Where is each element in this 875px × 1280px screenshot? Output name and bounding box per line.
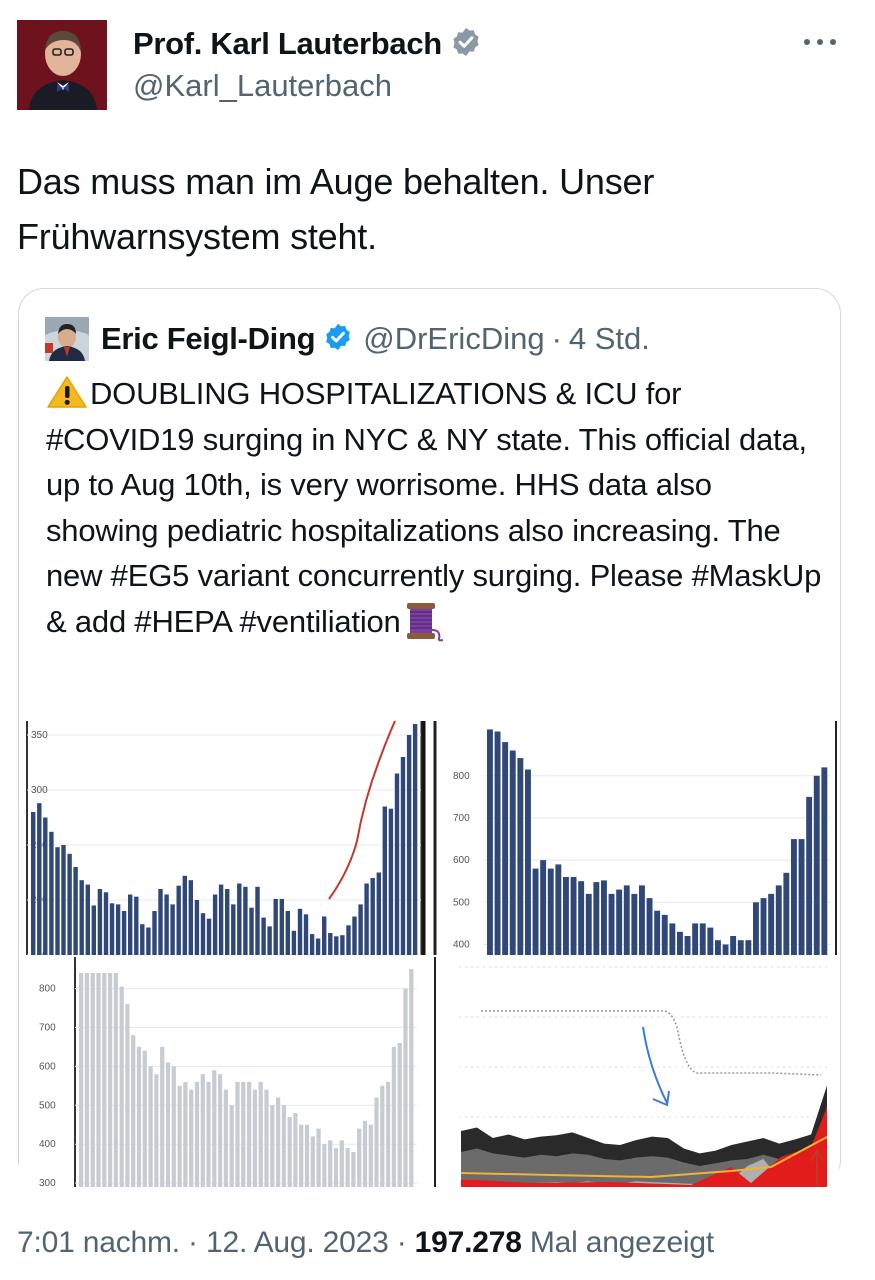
chart-bar [218, 1074, 222, 1187]
grey-bar-chart [19, 957, 426, 1190]
chart-bar [270, 1105, 274, 1187]
chart-bar [374, 1098, 378, 1188]
chart-tick-label: 400 [453, 939, 470, 951]
chart-bar [334, 936, 338, 955]
chart-bar [235, 1082, 239, 1187]
chart-bar [738, 940, 744, 955]
separator-dot: · [551, 321, 562, 356]
media-divider-vertical [426, 721, 431, 1187]
chart-tick-label: 300 [39, 1178, 56, 1190]
chart-bar [317, 1129, 321, 1187]
chart-bar [114, 973, 118, 1187]
chart-bar [707, 928, 713, 955]
chart-bar [79, 973, 83, 1187]
chart-tick-label: 400 [39, 1139, 56, 1151]
chart-bar [172, 1066, 176, 1187]
chart-bar [571, 877, 577, 955]
chart-bar [328, 933, 332, 955]
chart-bar [164, 895, 168, 956]
views-label: Mal angezeigt [529, 1226, 715, 1259]
chart-tick-label: 600 [39, 1061, 56, 1073]
author-block [133, 24, 482, 104]
chart-panel-top-left[interactable] [19, 721, 426, 955]
chart-bar [371, 878, 375, 955]
chart-bar [700, 923, 706, 955]
chart-bar [334, 1148, 338, 1187]
chart-bar [395, 774, 399, 956]
quote-verified-badge-icon [323, 322, 353, 357]
chart-bar [274, 899, 278, 955]
chart-bar [160, 1047, 164, 1187]
chart-bar [264, 1090, 268, 1187]
warning-icon [46, 375, 88, 409]
chart-bar [92, 906, 96, 956]
chart-bar [231, 904, 235, 955]
chart-bar [61, 845, 65, 955]
hospitalizations-bar-chart [19, 721, 426, 955]
chart-bar [383, 807, 387, 956]
chart-bar [730, 936, 736, 955]
chart-bar [662, 915, 668, 955]
chart-bar [413, 724, 417, 955]
quote-author-avatar[interactable] [45, 317, 89, 361]
tweet-metadata [17, 1226, 714, 1260]
chart-bar [364, 884, 368, 956]
chart-bar [723, 945, 729, 956]
chart-bar [328, 1140, 332, 1187]
chart-bar [259, 1082, 263, 1187]
chart-bar [213, 895, 217, 956]
chart-bar [255, 887, 259, 955]
chart-bar [166, 1063, 170, 1188]
chart-bar [654, 911, 660, 955]
chart-bar [143, 1051, 147, 1187]
quoted-tweet[interactable] [18, 288, 841, 1190]
chart-bar [609, 894, 615, 955]
chart-bar [292, 931, 296, 955]
chart-bar [357, 1129, 361, 1187]
chart-tick-label: 500 [453, 897, 470, 909]
chart-tick-label: 500 [39, 1100, 56, 1112]
chart-bar [677, 932, 683, 955]
chart-bar [243, 887, 247, 955]
chart-bar [616, 890, 622, 955]
chart-bar [298, 909, 302, 955]
chart-bar [116, 904, 120, 955]
icu-bar-chart [431, 721, 839, 955]
chart-bar [219, 885, 223, 955]
chart-bar [495, 732, 501, 956]
chart-bar [304, 914, 308, 955]
chart-bar [593, 882, 599, 955]
media-divider-horizontal [19, 955, 839, 957]
chart-bar [322, 917, 326, 956]
chart-bar [311, 1136, 315, 1187]
chart-bar [189, 1090, 193, 1187]
chart-bar [128, 895, 132, 956]
quote-media-grid[interactable] [19, 721, 839, 1190]
chart-tick-label: 350 [31, 730, 48, 741]
chart-bar [125, 1004, 129, 1187]
chart-bar [346, 925, 350, 955]
chart-bar [578, 881, 584, 955]
separator-dot: · [396, 1226, 407, 1259]
chart-bar [806, 797, 812, 955]
chart-bar [224, 1090, 228, 1187]
quote-author-name[interactable]: Eric Feigl-Ding [101, 321, 316, 356]
chart-bar [685, 936, 691, 955]
chart-bar [380, 1086, 384, 1187]
chart-bar [369, 1125, 373, 1187]
chart-bar [282, 1105, 286, 1187]
chart-bar [140, 924, 144, 955]
chart-bar [525, 770, 531, 956]
chart-bar [253, 1090, 257, 1187]
chart-bar [563, 877, 569, 955]
chart-bar [386, 1082, 390, 1187]
chart-bar [86, 885, 90, 955]
chart-tick-label: 700 [453, 812, 470, 824]
chart-bar [31, 812, 35, 955]
chart-bar [346, 1148, 350, 1187]
stacked-area-chart [431, 957, 839, 1187]
chart-bar [322, 1144, 326, 1187]
author-handle[interactable]: @Karl_Lauterbach [133, 68, 392, 103]
quote-text [46, 371, 826, 644]
chart-bar [158, 889, 162, 955]
annotation-arrowhead [653, 1091, 669, 1105]
chart-bar [120, 987, 124, 1187]
separator-dot: · [188, 1226, 198, 1259]
chart-bar [152, 911, 156, 955]
chart-bar [288, 1117, 292, 1187]
annotation-arrow [643, 1027, 667, 1103]
chart-bar [55, 847, 59, 955]
views-count[interactable]: 197.278 [414, 1226, 522, 1259]
chart-bar [377, 873, 381, 956]
chart-bar [183, 1082, 187, 1187]
chart-bar [154, 1074, 158, 1187]
chart-bar [177, 886, 181, 955]
chart-bar [201, 1074, 205, 1187]
thread-spool-icon [403, 600, 445, 642]
chart-bar [102, 973, 106, 1187]
chart-bar [195, 1082, 199, 1187]
chart-bar [540, 860, 546, 955]
chart-bar [146, 928, 150, 956]
chart-bar [407, 735, 411, 955]
chart-bar [533, 869, 539, 955]
chart-bar [80, 880, 84, 955]
chart-bar [299, 1125, 303, 1187]
chart-bar [363, 1121, 367, 1187]
chart-bar [624, 885, 630, 955]
tweet-text: Das muss man im Auge behalten. Unser Frühwarnsystem steht. [17, 161, 655, 257]
chart-bar [178, 1086, 182, 1187]
chart-panel-top-right[interactable] [431, 721, 839, 955]
chart-bar [821, 767, 827, 955]
chart-bar [389, 809, 393, 955]
chart-bar [286, 911, 290, 955]
chart-bar [293, 1113, 297, 1187]
chart-bar [98, 889, 102, 955]
chart-bar [225, 889, 229, 955]
chart-bar [230, 1105, 234, 1187]
chart-bar [715, 940, 721, 955]
chart-bar [398, 1043, 402, 1187]
chart-bar [761, 898, 767, 955]
chart-bar [276, 1098, 280, 1188]
chart-bar [517, 758, 523, 955]
chart-tick-label: 800 [453, 770, 470, 782]
chart-bar [745, 940, 751, 955]
chart-panel-bottom-right[interactable] [431, 957, 839, 1187]
chart-bar [280, 899, 284, 955]
chart-bar [37, 803, 41, 955]
chart-bar [639, 885, 645, 955]
chart-bar [340, 935, 344, 955]
chart-bar [170, 904, 174, 955]
tweet-time[interactable]: 7:01 nachm. [17, 1226, 180, 1259]
verified-badge-icon [450, 26, 482, 63]
author-avatar[interactable] [17, 20, 107, 110]
chart-bar [814, 776, 820, 955]
chart-bar [43, 818, 47, 956]
chart-bar [267, 926, 271, 955]
chart-bar [305, 1125, 309, 1187]
chart-bar [669, 923, 675, 955]
chart-tick-label: 700 [39, 1022, 56, 1034]
chart-bar [783, 873, 789, 955]
chart-bar [137, 1047, 141, 1187]
chart-bar [249, 908, 253, 955]
chart-bar [49, 832, 53, 955]
chart-bar [351, 1152, 355, 1187]
chart-bar [195, 900, 199, 955]
chart-bar [131, 1035, 135, 1187]
chart-bar [247, 1082, 251, 1187]
chart-bar [122, 911, 126, 955]
chart-bar [183, 876, 187, 955]
chart-bar [647, 898, 653, 955]
chart-bar [149, 1066, 153, 1187]
chart-bar [207, 919, 211, 955]
chart-bar [586, 894, 592, 955]
quote-body: DOUBLING HOSPITALIZATIONS & ICU for #COVID19 surging in NYC & NY state. This official data, up to Aug 10th, is very worrisome. HHS data also showing pediatric hospitalizations also increasing. The new #EG5 variant concurrently surging. Please #MaskUp & add #HEPA #ventiliation [46, 376, 822, 639]
quote-author-handle[interactable]: @DrEricDing [363, 321, 545, 356]
chart-bar [206, 1082, 210, 1187]
chart-bar [201, 913, 205, 955]
chart-bar [104, 892, 108, 955]
chart-bar [510, 751, 516, 956]
chart-bar [487, 729, 493, 955]
chart-bar [134, 897, 138, 955]
author-name[interactable]: Prof. Karl Lauterbach [133, 26, 442, 61]
chart-bar [237, 884, 241, 956]
chart-bar [110, 903, 114, 955]
chart-bar [409, 969, 413, 1187]
chart-bar [799, 839, 805, 955]
chart-bar [753, 902, 759, 955]
chart-bar [403, 989, 407, 1187]
chart-bar [352, 917, 356, 956]
chart-bar [316, 939, 320, 956]
chart-bar [261, 918, 265, 955]
chart-bar [392, 1047, 396, 1187]
chart-bar [212, 1070, 216, 1187]
chart-bar [548, 869, 554, 955]
chart-bar [189, 880, 193, 955]
chart-bar [96, 973, 100, 1187]
quote-header [45, 319, 650, 359]
chart-tick-label: 800 [39, 983, 56, 995]
chart-bar [631, 894, 637, 955]
chart-bar [67, 854, 71, 955]
chart-bar [241, 1082, 245, 1187]
chart-panel-bottom-left[interactable] [19, 957, 426, 1190]
chart-bar [692, 923, 698, 955]
chart-bar [502, 742, 508, 955]
chart-bar [776, 885, 782, 955]
chart-bar [310, 934, 314, 955]
chart-bar [601, 880, 607, 955]
quote-timestamp[interactable]: 4 Std. [568, 321, 650, 356]
chart-bar [340, 1140, 344, 1187]
chart-bar [91, 973, 95, 1187]
chart-tick-label: 600 [453, 855, 470, 867]
chart-bar [108, 973, 112, 1187]
chart-bar [401, 757, 405, 955]
more-options-icon[interactable] [800, 30, 840, 54]
chart-bar [85, 973, 89, 1187]
chart-bar [768, 894, 774, 955]
chart-bar [358, 904, 362, 955]
chart-tick-label: 300 [31, 785, 48, 796]
chart-bar [73, 867, 77, 955]
tweet-date[interactable]: 12. Aug. 2023 [205, 1226, 389, 1259]
chart-bar [791, 839, 797, 955]
chart-bar [555, 864, 561, 955]
